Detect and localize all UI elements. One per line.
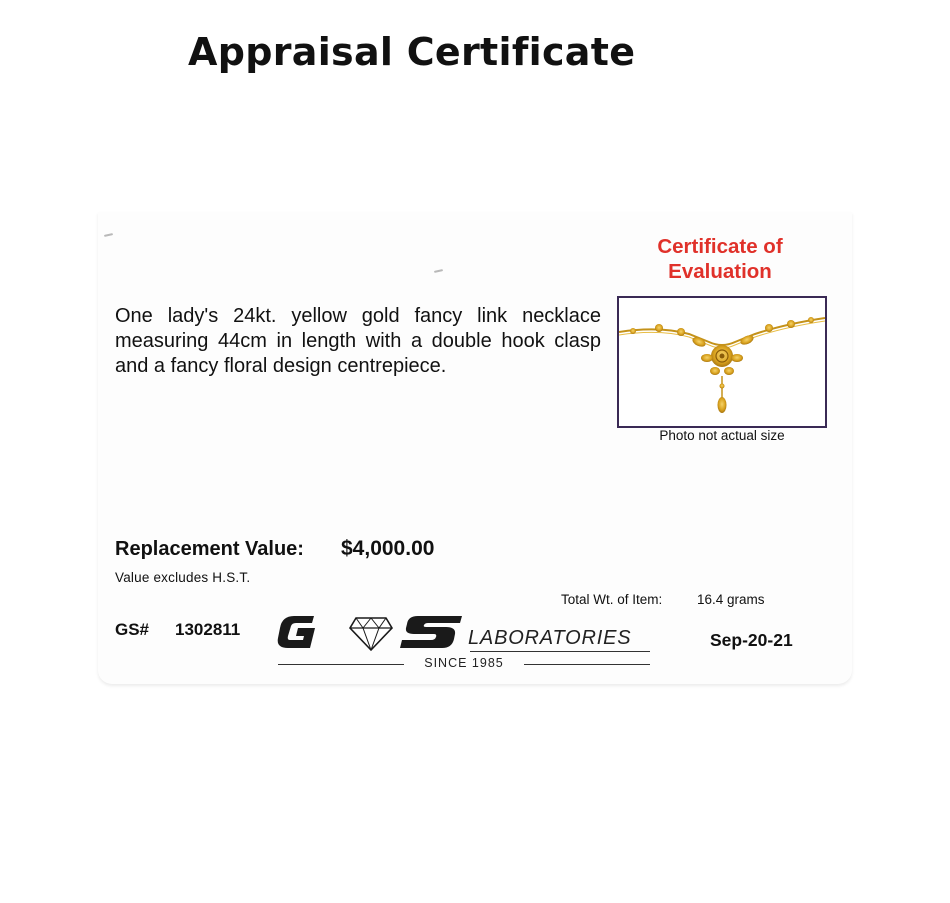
print-speck — [434, 269, 443, 273]
laboratories-text: LABORATORIES — [468, 627, 632, 649]
since-text: SINCE 1985 — [424, 656, 504, 670]
gs-number-label: GS# — [115, 620, 150, 639]
certificate-title — [620, 234, 820, 284]
since-rule-right — [524, 664, 650, 665]
certificate-title-line2: Evaluation — [668, 260, 772, 283]
gs-number-value: 1302811 — [175, 620, 241, 639]
gs-laboratories-logo — [276, 608, 652, 672]
necklace-photo — [617, 296, 827, 428]
total-weight-label: Total Wt. of Item: — [561, 592, 663, 607]
certificate-title-line1: Certificate of — [657, 235, 783, 258]
appraisal-card — [98, 212, 852, 684]
certificate-date: Sep-20-21 — [710, 630, 793, 650]
laboratories-underline — [470, 651, 650, 652]
gs-logo-mark — [276, 612, 466, 652]
replacement-value-label: Replacement Value: — [115, 538, 304, 560]
total-weight-value: 16.4 grams — [697, 592, 765, 607]
print-speck — [104, 233, 113, 237]
value-note: Value excludes H.S.T. — [115, 570, 251, 585]
photo-caption: Photo not actual size — [659, 428, 785, 443]
item-description: One lady's 24kt. yellow gold fancy link necklace measuring 44cm in length with a double hook clasp and a fancy floral design centrepiece. — [115, 305, 601, 377]
diamond-icon — [350, 618, 392, 650]
replacement-value-amount: $4,000.00 — [341, 537, 435, 560]
page-title: Appraisal Certificate — [188, 30, 636, 74]
necklace-image — [619, 298, 825, 426]
